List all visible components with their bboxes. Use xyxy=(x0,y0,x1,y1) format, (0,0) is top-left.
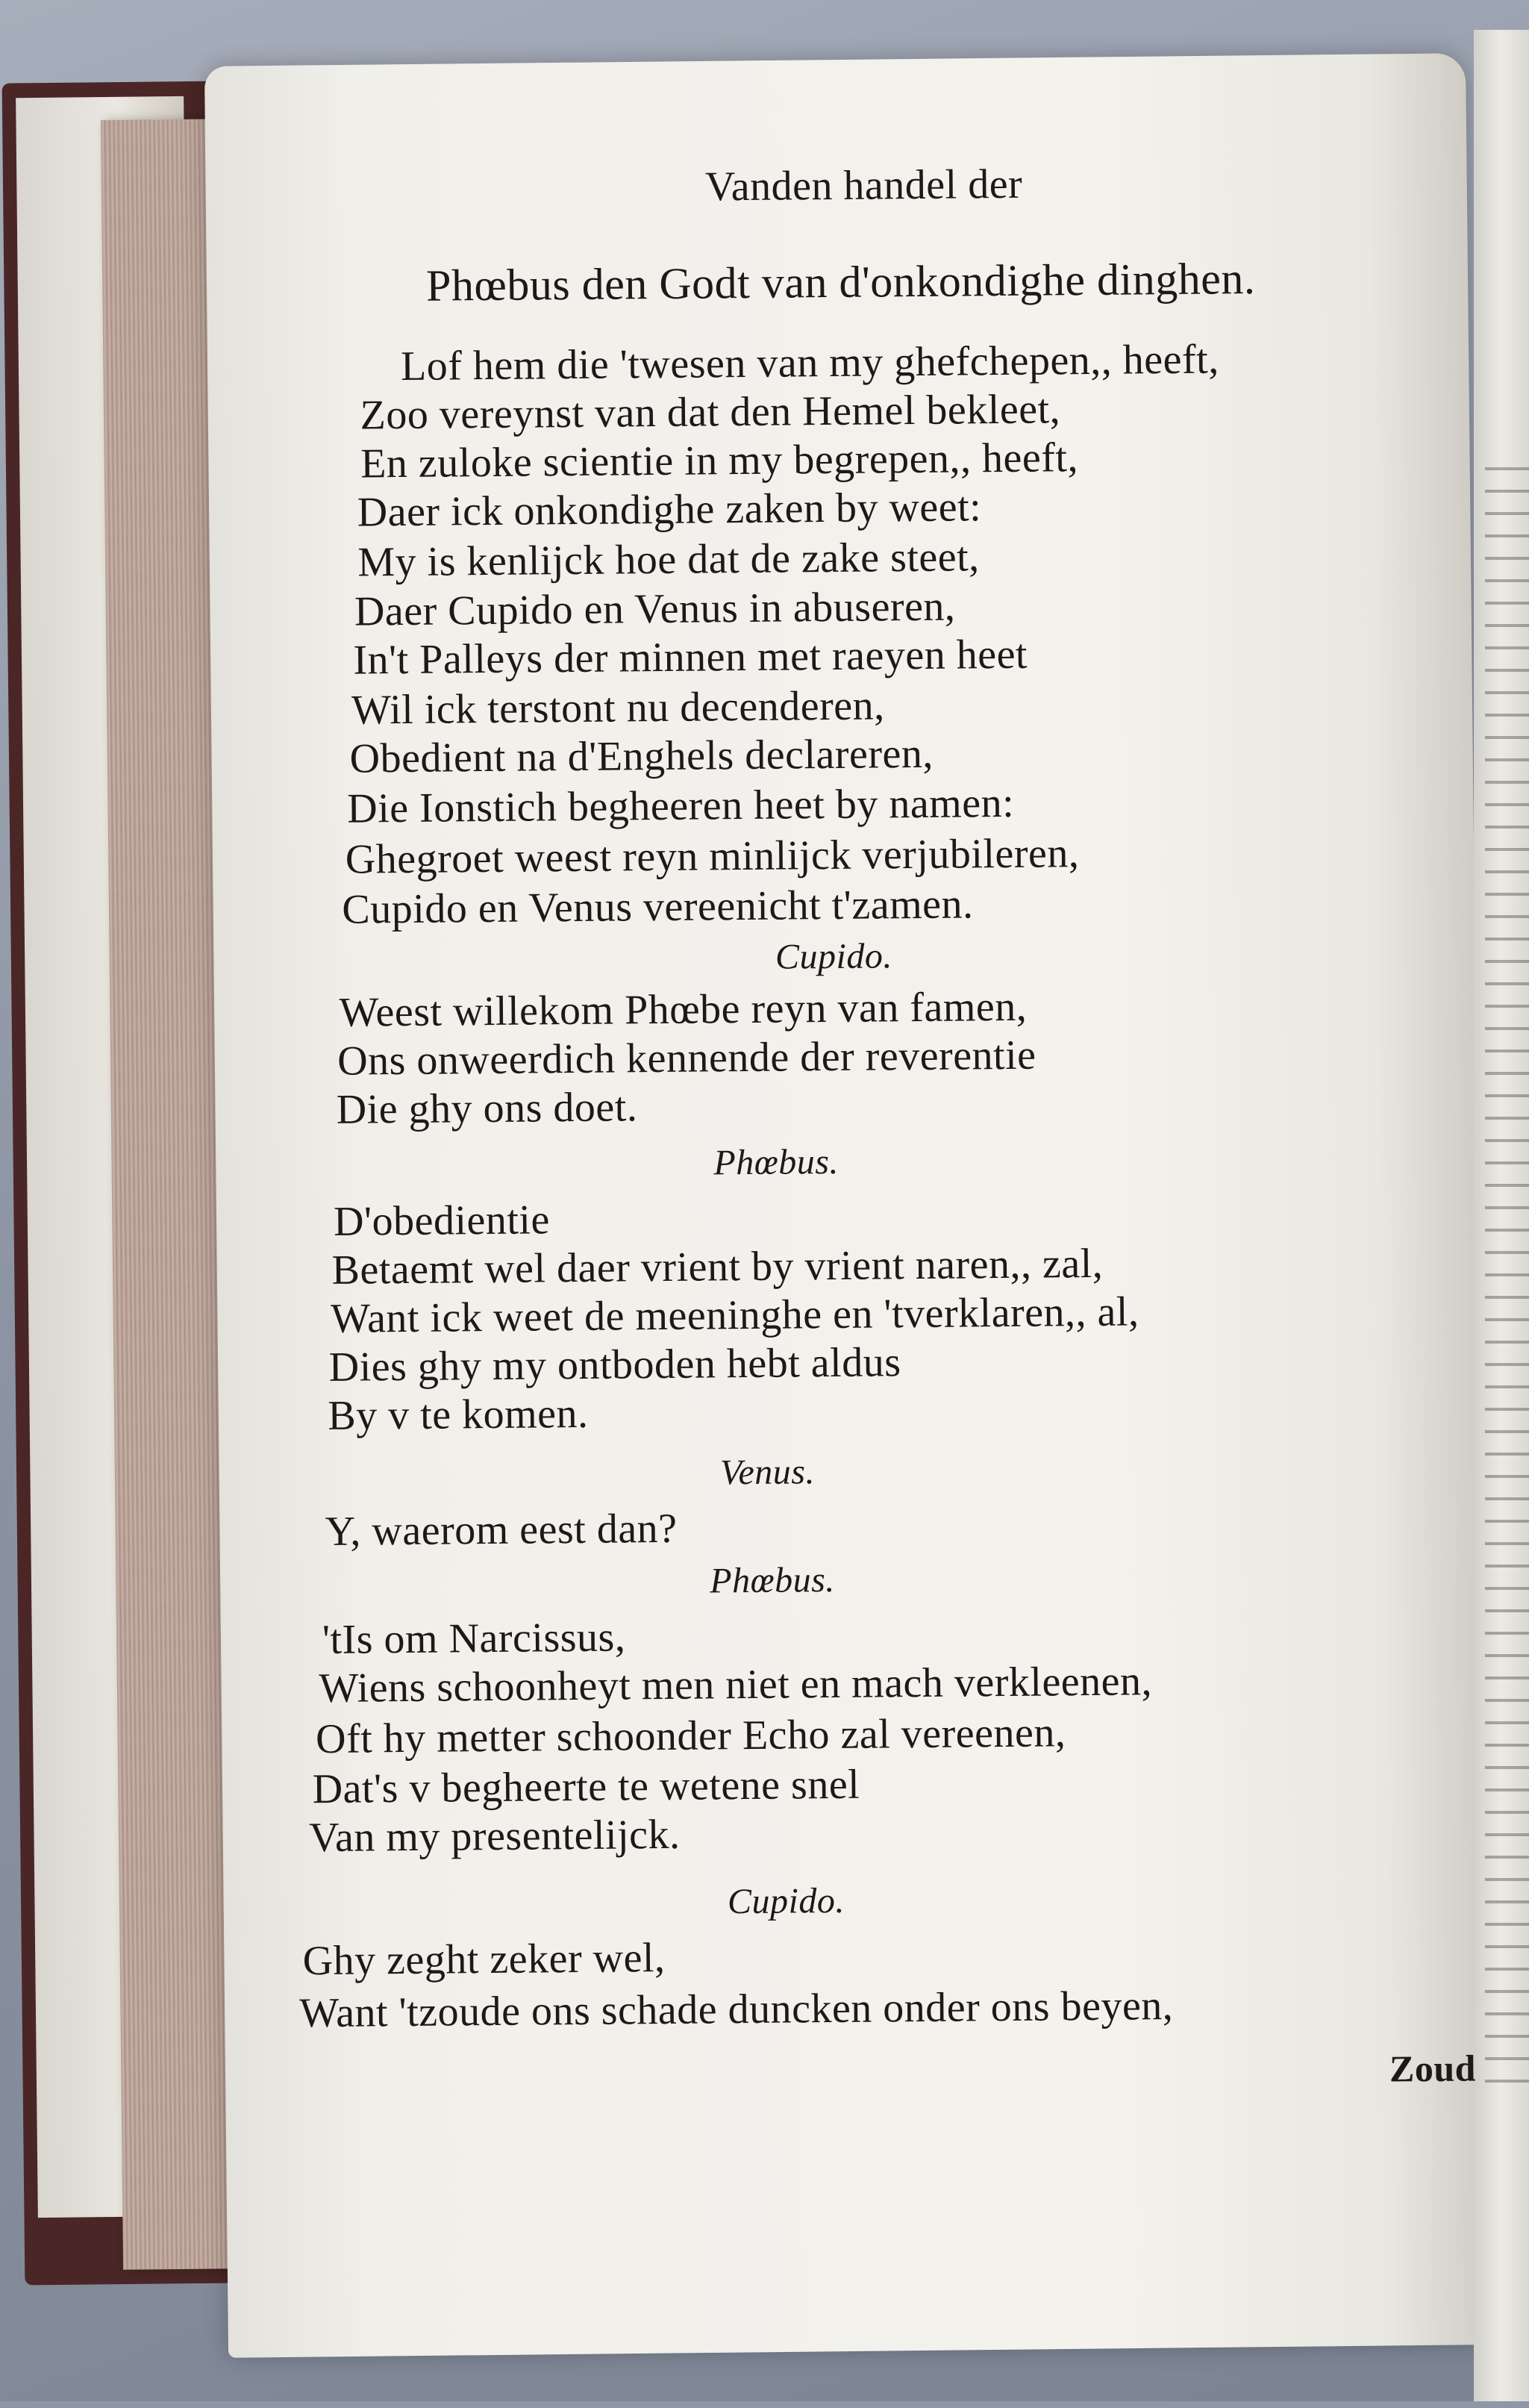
verse-line: En zuloke scientie in my begrepen,, heeft, xyxy=(360,434,1079,487)
dialogue-line: Ghy zeght zeker wel, xyxy=(302,1934,666,1985)
section-title: Phœbus den Godt van d'onkondighe dinghen. xyxy=(425,254,1256,311)
verse-line: Ghegroet weest reyn minlijck verjubileren, xyxy=(345,830,1080,883)
dialogue-line: Van my presentelijck. xyxy=(308,1811,681,1862)
dialogue-line: Dies ghy my ontboden hebt aldus xyxy=(328,1339,901,1391)
dialogue-line: Y, waerom eest dan? xyxy=(325,1505,678,1555)
dialogue-line: Want 'tzoude ons schade duncken onder ons beyen, xyxy=(299,1983,1174,2037)
dialogue-line: Die ghy ons doet. xyxy=(336,1084,638,1133)
verse-line: Lof hem die 'twesen van my ghefchepen,, heeft, xyxy=(400,336,1219,390)
verse-line: In't Palleys der minnen met raeyen heet xyxy=(353,631,1028,684)
dialogue-line: 'tIs om Narcissus, xyxy=(322,1614,626,1663)
speaker-name: Phœbus. xyxy=(710,1559,836,1601)
verse-line: Obedient na d'Enghels declareren, xyxy=(349,730,934,782)
verse-line: Wil ick terstont nu decenderen, xyxy=(351,682,885,734)
dialogue-line: D'obedientie xyxy=(333,1197,551,1245)
dialogue-line: Weest willekom Phœbe reyn van famen, xyxy=(339,983,1028,1036)
catchword: Zoud xyxy=(1389,2047,1477,2090)
running-head: Vanden handel der xyxy=(704,160,1023,210)
speaker-name: Cupido. xyxy=(727,1880,845,1922)
verse-line: Cupido en Venus vereenicht t'zamen. xyxy=(342,881,974,933)
speaker-name: Cupido. xyxy=(775,936,893,977)
dialogue-line: Want ick weet de meeninghe en 'tverklaren,, al, xyxy=(330,1288,1139,1342)
dialogue-line: Ons onweerdich kennende der reverentie xyxy=(337,1032,1036,1085)
dialogue-line: Oft hy metter schoonder Echo zal vereenen, xyxy=(315,1709,1066,1763)
verse-line: Daer Cupido en Venus in abuseren, xyxy=(354,583,956,635)
dialogue-line: Betaemt wel daer vrient by vrient naren,, zal, xyxy=(331,1240,1104,1294)
verse-line: My is kenlijck hoe dat de zake steet, xyxy=(357,534,980,586)
verse-line: Die Ionstich begheeren heet by namen: xyxy=(346,779,1015,832)
verse-line: Zoo vereynst van dat den Hemel bekleet, xyxy=(360,386,1061,439)
verse-line: Daer ick onkondighe zaken by weet: xyxy=(357,484,982,536)
dialogue-line: Dat's v begheerte te wetene snel xyxy=(312,1761,860,1813)
speaker-name: Phœbus. xyxy=(713,1141,839,1183)
speaker-name: Venus. xyxy=(719,1452,816,1493)
dialogue-line: By v te komen. xyxy=(328,1390,589,1439)
dialogue-line: Wiens schoonheyt men niet en mach verkleenen, xyxy=(319,1658,1153,1712)
